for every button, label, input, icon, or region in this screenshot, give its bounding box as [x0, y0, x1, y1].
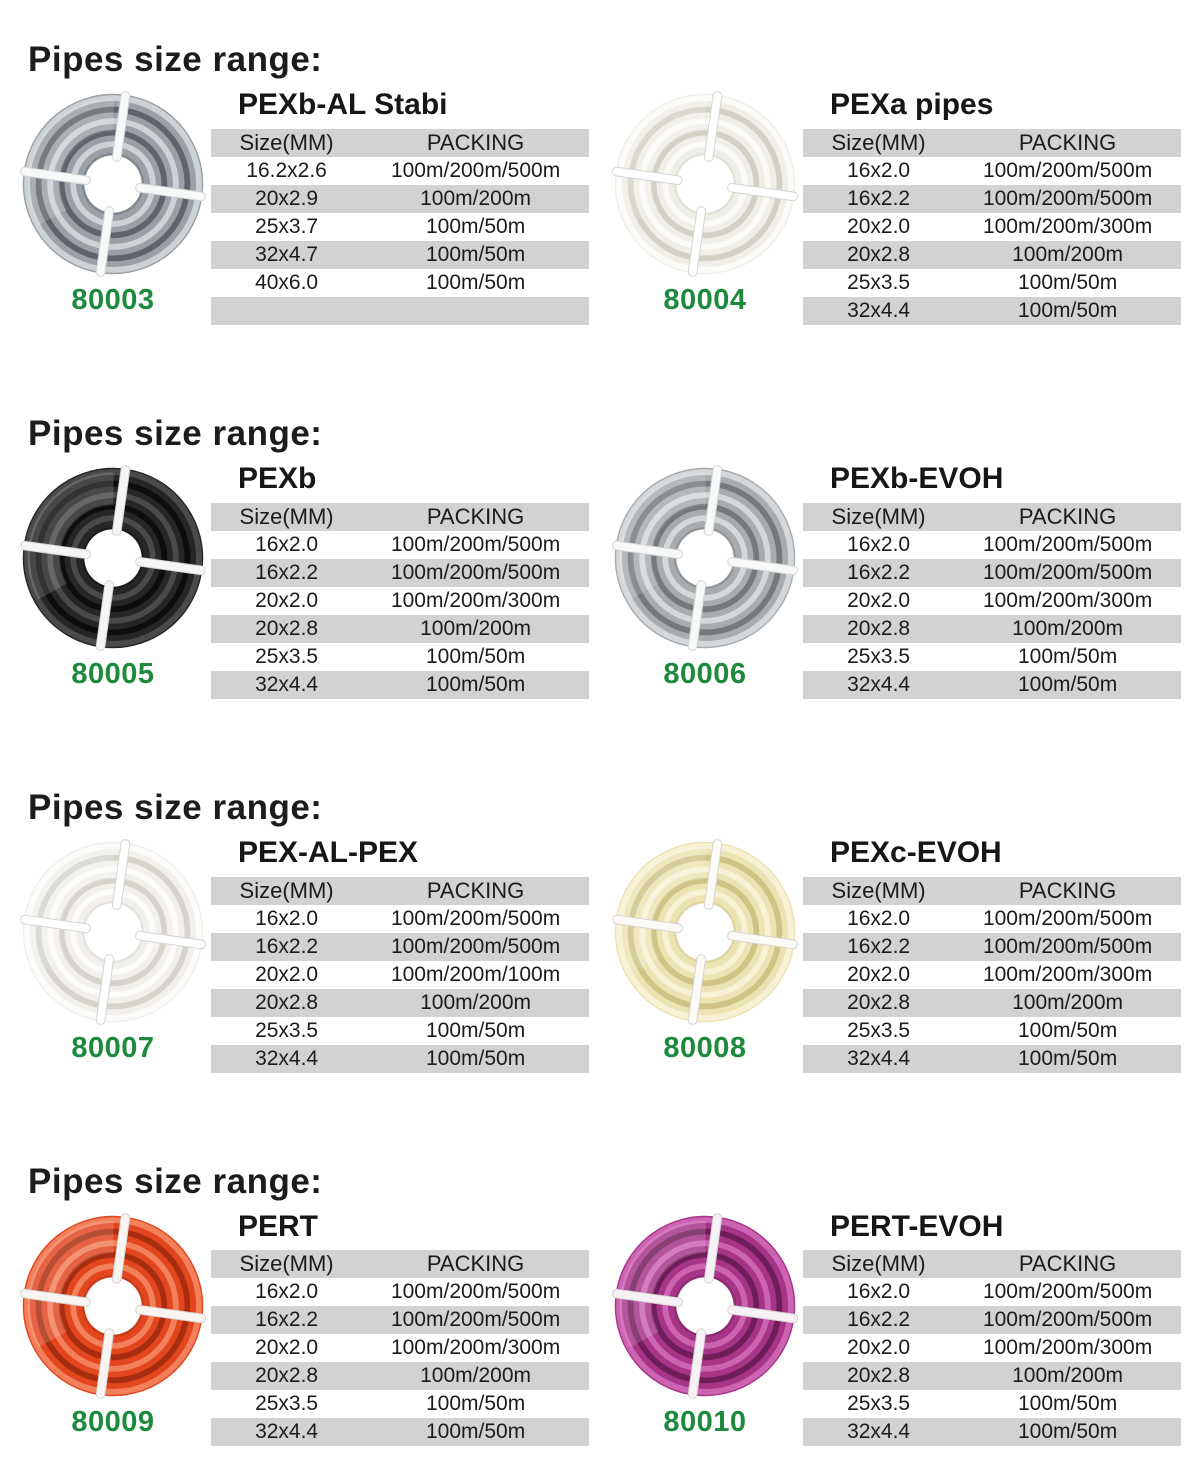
table-header-row: [803, 129, 1181, 157]
table-row: [803, 531, 1181, 559]
packing-header-cell: PACKING: [1018, 129, 1117, 155]
table-row: [211, 297, 589, 325]
pipe-coil-image: [609, 88, 801, 280]
product-block: [607, 88, 1185, 325]
product-title: PERT: [238, 1209, 319, 1243]
products-row: [15, 88, 1200, 325]
table-row: [211, 1045, 589, 1073]
product-code: 80005: [71, 658, 155, 691]
packing-cell: 100m/50m: [425, 1046, 526, 1070]
packing-header-cell: PACKING: [426, 1251, 525, 1277]
packing-cell: 100m/200m/500m: [390, 158, 561, 182]
product-code: 80010: [663, 1405, 747, 1438]
table-row: [211, 1418, 589, 1446]
packing-cell: 100m/50m: [1017, 1420, 1118, 1444]
table-row: [803, 989, 1181, 1017]
size-cell: 20x2.8: [255, 616, 319, 640]
product-title: PEXb-EVOH: [830, 462, 1004, 496]
packing-cell: 100m/50m: [1017, 644, 1118, 668]
coil-column: [607, 836, 803, 1073]
packing-cell: 100m/50m: [425, 270, 526, 294]
packing-header-cell: PACKING: [426, 503, 525, 529]
size-cell: 16x2.0: [847, 906, 911, 930]
products-row: [15, 1210, 1200, 1447]
packing-cell: 100m/50m: [1017, 672, 1118, 696]
table-row: [211, 269, 589, 297]
table-row: [211, 241, 589, 269]
packing-cell: 100m/50m: [1017, 1018, 1118, 1042]
size-cell: 20x2.0: [847, 962, 911, 986]
packing-cell: 100m/200m: [1012, 1364, 1124, 1388]
table-row: [803, 185, 1181, 213]
coil-graphic: [609, 462, 801, 654]
size-cell: 16.2x2.6: [246, 158, 327, 182]
packing-cell: 100m/200m/300m: [982, 214, 1153, 238]
coil-graphic: [609, 836, 801, 1028]
product-code: 80008: [663, 1031, 747, 1064]
coil-graphic: [17, 88, 209, 280]
size-table: [803, 503, 1181, 699]
packing-cell: 100m/200m/500m: [982, 1308, 1153, 1332]
product-title: PEXc-EVOH: [830, 835, 1002, 869]
table-row: [803, 157, 1181, 185]
size-cell: 16x2.0: [255, 1280, 319, 1304]
size-table: [803, 1250, 1181, 1446]
size-cell: 20x2.8: [847, 990, 911, 1014]
table-header-row: [211, 503, 589, 531]
size-cell: 32x4.4: [847, 298, 911, 322]
table-row: [803, 269, 1181, 297]
section-heading: Pipes size range:: [28, 1161, 323, 1201]
table-row: [211, 961, 589, 989]
size-cell: 16x2.0: [847, 158, 911, 182]
packing-cell: 100m/200m/300m: [390, 1336, 561, 1360]
table-row: [211, 185, 589, 213]
table-header-row: [803, 1250, 1181, 1278]
product-title: PEXa pipes: [830, 88, 994, 122]
packing-cell: 100m/200m: [420, 616, 532, 640]
table-row: [211, 1390, 589, 1418]
packing-cell: 100m/200m/500m: [390, 560, 561, 584]
product-block: [15, 836, 593, 1073]
table-column: [803, 836, 1185, 1073]
size-table: [211, 129, 589, 325]
packing-header-cell: PACKING: [426, 877, 525, 903]
product-title: PEXb: [238, 462, 317, 496]
size-header-cell: Size(MM): [831, 129, 926, 155]
table-row: [211, 157, 589, 185]
coil-column: [607, 1210, 803, 1447]
size-cell: 25x3.5: [847, 1018, 911, 1042]
product-code: 80007: [71, 1031, 155, 1064]
packing-cell: 100m/200m/500m: [390, 934, 561, 958]
product-block: [15, 462, 593, 699]
table-row: [803, 559, 1181, 587]
table-row: [211, 671, 589, 699]
table-row: [211, 615, 589, 643]
size-cell: 16x2.2: [255, 560, 319, 584]
table-row: [211, 905, 589, 933]
size-cell: 20x2.8: [255, 990, 319, 1014]
packing-cell: 100m/50m: [1017, 270, 1118, 294]
packing-cell: 100m/200m/500m: [982, 906, 1153, 930]
section-heading: Pipes size range:: [28, 413, 323, 453]
product-code: 80006: [663, 658, 747, 691]
table-column: [211, 88, 593, 325]
coil-column: [607, 88, 803, 325]
packing-cell: 100m/200m/500m: [390, 906, 561, 930]
table-row: [803, 671, 1181, 699]
size-cell: 16x2.0: [255, 906, 319, 930]
packing-cell: 100m/200m/500m: [982, 1280, 1153, 1304]
size-cell: 16x2.0: [847, 532, 911, 556]
coil-column: [607, 462, 803, 699]
table-row: [211, 1362, 589, 1390]
packing-cell: 100m/200m/500m: [982, 560, 1153, 584]
size-table: [211, 503, 589, 699]
coil-graphic: [609, 1210, 801, 1402]
packing-cell: 100m/200m: [1012, 616, 1124, 640]
size-header-cell: Size(MM): [239, 129, 334, 155]
sections-root: [15, 40, 1200, 1446]
pipe-coil-image: [609, 462, 801, 654]
packing-cell: 100m/50m: [1017, 1046, 1118, 1070]
size-cell: 25x3.5: [255, 1018, 319, 1042]
size-cell: 32x4.4: [847, 1420, 911, 1444]
table-header-row: [803, 503, 1181, 531]
table-row: [803, 1390, 1181, 1418]
product-title: PERT-EVOH: [830, 1209, 1004, 1243]
pipe-coil-image: [609, 1210, 801, 1402]
table-header-row: [803, 877, 1181, 905]
table-column: [803, 462, 1185, 699]
table-column: [803, 1210, 1185, 1447]
product-block: [15, 1210, 593, 1447]
packing-cell: 100m/50m: [425, 672, 526, 696]
size-cell: 16x2.2: [255, 1308, 319, 1332]
product-code: 80009: [71, 1405, 155, 1438]
size-cell: 16x2.0: [255, 532, 319, 556]
pipes-size-section: [15, 1162, 1200, 1447]
packing-cell: 100m/200m/500m: [982, 532, 1153, 556]
table-row: [803, 1045, 1181, 1073]
size-cell: 25x3.5: [847, 1392, 911, 1416]
packing-cell: 100m/200m: [420, 186, 532, 210]
packing-cell: 100m/50m: [1017, 1392, 1118, 1416]
packing-cell: 100m/200m: [1012, 990, 1124, 1014]
packing-cell: 100m/200m: [420, 990, 532, 1014]
size-cell: 32x4.7: [255, 242, 319, 266]
pipe-coil-image: [17, 462, 209, 654]
coil-column: [15, 462, 211, 699]
size-header-cell: Size(MM): [831, 1251, 926, 1277]
packing-cell: 100m/200m/300m: [982, 962, 1153, 986]
packing-cell: 100m/50m: [425, 214, 526, 238]
packing-cell: 100m/200m/500m: [982, 186, 1153, 210]
size-cell: 20x2.0: [255, 1336, 319, 1360]
product-code: 80003: [71, 284, 155, 317]
packing-cell: 100m/200m/300m: [982, 1336, 1153, 1360]
table-column: [211, 1210, 593, 1447]
size-cell: 32x4.4: [847, 1046, 911, 1070]
table-row: [211, 1278, 589, 1306]
table-row: [803, 643, 1181, 671]
table-row: [211, 213, 589, 241]
table-row: [211, 531, 589, 559]
table-row: [803, 213, 1181, 241]
packing-header-cell: PACKING: [426, 129, 525, 155]
table-row: [803, 1306, 1181, 1334]
table-header-row: [211, 877, 589, 905]
coil-graphic: [17, 1210, 209, 1402]
size-cell: 25x3.5: [255, 1392, 319, 1416]
size-cell: 20x2.8: [847, 242, 911, 266]
packing-cell: 100m/200m/300m: [982, 588, 1153, 612]
products-row: [15, 836, 1200, 1073]
size-cell: 32x4.4: [255, 1420, 319, 1444]
table-row: [803, 241, 1181, 269]
product-title: PEX-AL-PEX: [238, 835, 419, 869]
size-cell: 32x4.4: [255, 1046, 319, 1070]
packing-cell: 100m/200m/500m: [390, 1308, 561, 1332]
table-row: [211, 559, 589, 587]
size-cell: 20x2.8: [847, 1364, 911, 1388]
table-header-row: [211, 129, 589, 157]
products-row: [15, 462, 1200, 699]
table-row: [803, 961, 1181, 989]
pipe-coil-image: [17, 836, 209, 1028]
pipes-size-section: [15, 414, 1200, 699]
packing-cell: 100m/200m/500m: [390, 1280, 561, 1304]
size-header-cell: Size(MM): [239, 877, 334, 903]
pipe-coil-image: [17, 1210, 209, 1402]
size-table: [803, 877, 1181, 1073]
product-block: [15, 88, 593, 325]
table-header-row: [211, 1250, 589, 1278]
size-cell: 16x2.2: [847, 560, 911, 584]
table-row: [803, 297, 1181, 325]
section-heading: Pipes size range:: [28, 40, 323, 79]
table-row: [803, 1362, 1181, 1390]
pipe-coil-image: [609, 836, 801, 1028]
product-title: PEXb-AL Stabi: [238, 88, 448, 122]
table-row: [211, 1334, 589, 1362]
size-cell: 25x3.7: [255, 214, 319, 238]
table-row: [211, 933, 589, 961]
size-cell: 20x2.9: [255, 186, 319, 210]
size-header-cell: Size(MM): [239, 503, 334, 529]
size-cell: 16x2.2: [847, 186, 911, 210]
size-cell: 25x3.5: [847, 270, 911, 294]
packing-cell: 100m/200m/500m: [390, 532, 561, 556]
size-cell: 16x2.2: [847, 934, 911, 958]
size-cell: 20x2.0: [255, 962, 319, 986]
size-header-cell: Size(MM): [831, 503, 926, 529]
size-cell: 20x2.8: [847, 616, 911, 640]
product-code: 80004: [663, 284, 747, 317]
table-row: [211, 643, 589, 671]
size-cell: 25x3.5: [255, 644, 319, 668]
packing-header-cell: PACKING: [1018, 877, 1117, 903]
size-cell: 25x3.5: [847, 644, 911, 668]
size-table: [803, 129, 1181, 325]
table-row: [803, 933, 1181, 961]
table-row: [803, 587, 1181, 615]
size-cell: 16x2.2: [255, 934, 319, 958]
packing-cell: 100m/50m: [425, 1018, 526, 1042]
table-row: [211, 1017, 589, 1045]
product-block: [607, 462, 1185, 699]
table-row: [803, 615, 1181, 643]
table-row: [211, 989, 589, 1017]
packing-header-cell: PACKING: [1018, 1251, 1117, 1277]
packing-cell: 100m/50m: [425, 242, 526, 266]
size-cell: 20x2.0: [847, 588, 911, 612]
table-row: [211, 1306, 589, 1334]
table-row: [803, 1017, 1181, 1045]
packing-cell: 100m/50m: [425, 1420, 526, 1444]
size-cell: 20x2.8: [255, 1364, 319, 1388]
packing-cell: 100m/200m: [420, 1364, 532, 1388]
pipes-size-section: [15, 40, 1200, 325]
coil-graphic: [609, 88, 801, 280]
packing-cell: 100m/200m/300m: [390, 588, 561, 612]
size-table: [211, 877, 589, 1073]
table-column: [211, 836, 593, 1073]
packing-header-cell: PACKING: [1018, 503, 1117, 529]
coil-column: [15, 836, 211, 1073]
table-row: [211, 587, 589, 615]
size-cell: 32x4.4: [255, 672, 319, 696]
coil-column: [15, 1210, 211, 1447]
packing-cell: 100m/50m: [425, 644, 526, 668]
packing-cell: 100m/200m/500m: [982, 934, 1153, 958]
table-row: [803, 905, 1181, 933]
pipe-coil-image: [17, 88, 209, 280]
product-block: [607, 1210, 1185, 1447]
packing-cell: 100m/50m: [425, 1392, 526, 1416]
size-cell: 16x2.0: [847, 1280, 911, 1304]
size-cell: 20x2.0: [847, 214, 911, 238]
table-row: [803, 1278, 1181, 1306]
size-header-cell: Size(MM): [831, 877, 926, 903]
table-column: [803, 88, 1185, 325]
coil-graphic: [17, 462, 209, 654]
size-cell: 40x6.0: [255, 270, 319, 294]
coil-column: [15, 88, 211, 325]
table-row: [803, 1418, 1181, 1446]
section-heading: Pipes size range:: [28, 787, 323, 827]
size-cell: 16x2.2: [847, 1308, 911, 1332]
table-column: [211, 462, 593, 699]
packing-cell: 100m/200m/100m: [390, 962, 561, 986]
table-row: [803, 1334, 1181, 1362]
size-cell: 32x4.4: [847, 672, 911, 696]
pipes-size-section: [15, 788, 1200, 1073]
size-cell: 20x2.0: [255, 588, 319, 612]
size-table: [211, 1250, 589, 1446]
packing-cell: 100m/50m: [1017, 298, 1118, 322]
packing-cell: 100m/200m/500m: [982, 158, 1153, 182]
product-block: [607, 836, 1185, 1073]
size-cell: 20x2.0: [847, 1336, 911, 1360]
coil-graphic: [17, 836, 209, 1028]
size-header-cell: Size(MM): [239, 1251, 334, 1277]
packing-cell: 100m/200m: [1012, 242, 1124, 266]
